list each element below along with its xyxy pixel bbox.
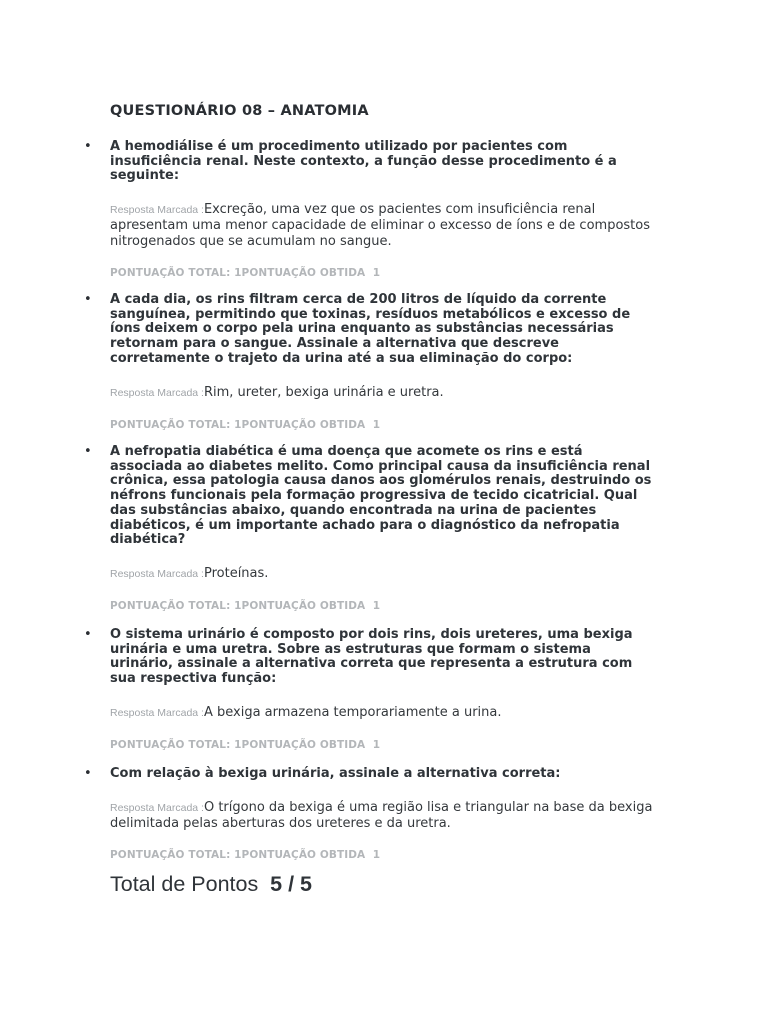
total-label: Total de Pontos bbox=[110, 872, 271, 896]
answer-label: Resposta Marcada : bbox=[110, 567, 204, 580]
answer-text: Excreção, uma vez que os pacientes com insuficiência renal apresentam uma menor capacidade de eliminar o excesso de íons e de compostos nitrogenados que se acumulam no sangue. bbox=[110, 202, 651, 249]
question-item bbox=[84, 627, 655, 752]
bullet-icon: • bbox=[84, 139, 92, 154]
answer-text: Rim, ureter, bexiga urinária e uretra. bbox=[203, 384, 444, 400]
bullet-icon: • bbox=[84, 766, 92, 781]
page-title: QUESTIONÁRIO 08 – ANATOMIA bbox=[110, 103, 369, 119]
bullet-icon: • bbox=[84, 444, 92, 459]
question-item bbox=[84, 444, 655, 613]
total-points bbox=[110, 872, 312, 897]
answer-text: A bexiga armazena temporariamente a urina. bbox=[203, 704, 502, 720]
question-text: A cada dia, os rins filtram cerca de 200 litros de líquido da corrente sanguínea, permitindo que toxinas, resíduos metabólicos e excesso de íons deixem o corpo pela urina enquanto as substâncias necessárias retornam para o sangue. Assinale a alternativa que descreve corretamente o trajeto da urina até a sua eliminação do corpo: bbox=[110, 292, 631, 366]
bullet-icon: • bbox=[84, 627, 92, 642]
answer-block bbox=[110, 566, 655, 582]
total-value: 5 / 5 bbox=[270, 872, 313, 896]
answer-block bbox=[110, 705, 655, 721]
score-line: PONTUAÇÃO TOTAL: 1PONTUAÇÃO OBTIDA 1 bbox=[110, 739, 381, 752]
question-item bbox=[84, 766, 655, 862]
score-line: PONTUAÇÃO TOTAL: 1PONTUAÇÃO OBTIDA 1 bbox=[110, 849, 381, 862]
answer-text: Proteínas. bbox=[203, 565, 269, 581]
question-item bbox=[84, 292, 655, 431]
question-text: O sistema urinário é composto por dois rins, dois ureteres, uma bexiga urinária e uma uretra. Sobre as estruturas que formam o sistema urinário, assinale a alternativa correta que representa a estrutura com sua respectiva função: bbox=[110, 627, 633, 687]
answer-text: O trígono da bexiga é uma região lisa e triangular na base da bexiga delimitada pelas aberturas dos ureteres e da uretra. bbox=[110, 799, 653, 831]
answer-label: Resposta Marcada : bbox=[110, 204, 204, 217]
answer-block bbox=[110, 800, 655, 832]
question-text: Com relação à bexiga urinária, assinale a alternativa correta: bbox=[110, 766, 561, 781]
score-line: PONTUAÇÃO TOTAL: 1PONTUAÇÃO OBTIDA 1 bbox=[110, 267, 381, 279]
score-line: PONTUAÇÃO TOTAL: 1PONTUAÇÃO OBTIDA 1 bbox=[110, 418, 381, 431]
answer-label: Resposta Marcada : bbox=[110, 801, 204, 814]
score-line: PONTUAÇÃO TOTAL: 1PONTUAÇÃO OBTIDA 1 bbox=[110, 600, 381, 613]
question-item bbox=[84, 139, 655, 279]
question-text: A nefropatia diabética é uma doença que acomete os rins e está associada ao diabetes melito. Como principal causa da insuficiência renal crônica, essa patologia causa danos aos glomérulos renais, destruindo os néfrons funcionais pela formação progressiva de tecido cicatricial. Qual das substâncias abaixo, quando encontrada na urina de pacientes diabéticos, é um importante achado para o diagnóstico da nefropatia diabética? bbox=[110, 444, 652, 548]
question-text: A hemodiálise é um procedimento utilizado por pacientes com insuficiência renal. Neste contexto, a função desse procedimento é a seguinte: bbox=[110, 139, 617, 184]
answer-block bbox=[110, 385, 655, 401]
answer-label: Resposta Marcada : bbox=[110, 386, 204, 399]
bullet-icon: • bbox=[84, 292, 92, 307]
answer-label: Resposta Marcada : bbox=[110, 706, 204, 719]
answer-block bbox=[110, 202, 655, 249]
